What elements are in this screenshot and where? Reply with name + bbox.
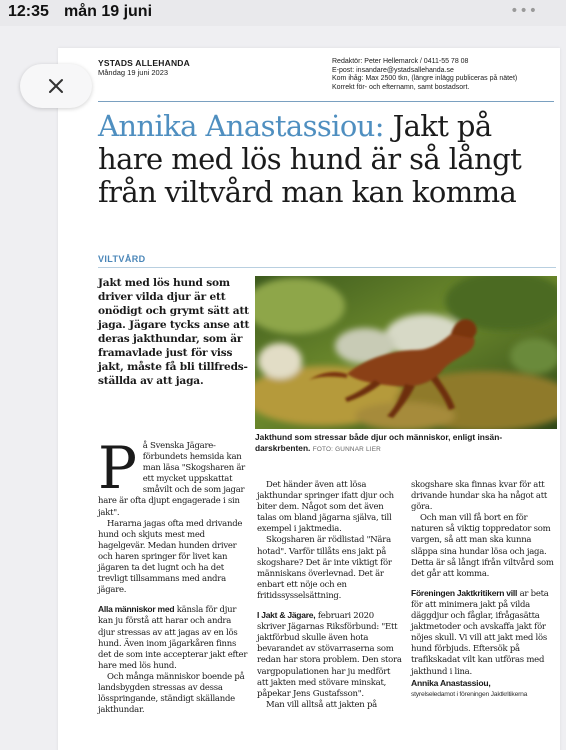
- paragraph: Det händer även att lösa jakthundar springer ifatt djur och biter dem. Något som det även talas om bland jägarna själva, till exempel i jaktmedia.: [257, 480, 394, 535]
- close-icon: [47, 77, 65, 95]
- paper-date: Måndag 19 juni 2023: [98, 68, 169, 77]
- author-title: styrelseledamot i föreningen Jaktkritikerna: [411, 690, 528, 698]
- subhead-lead: Alla människor med: [98, 604, 175, 615]
- article-column-3: [411, 480, 557, 700]
- section-divider: [98, 267, 556, 268]
- hunting-dog-photo: [255, 276, 557, 429]
- paragraph-text: ar beta för att minimera jakt på vilda däggdjur och fåglar, ifrågasätta jaktmetoder och avskaffa jakt för nöjes skull. Vi vill att jakt med lös hund förbjuds. Eftersök på trafikskadat vilt kan utföras med jakthund i lina.: [411, 588, 549, 677]
- article-headline: [98, 110, 556, 209]
- newspaper-page: [58, 48, 560, 750]
- headline-title: Jakt på hare med lös hund är så långt från viltvård man kan komma: [98, 109, 522, 209]
- masthead-divider: [98, 101, 554, 102]
- drop-cap: P: [98, 434, 137, 502]
- photo-credit: FOTO: GUNNAR LIER: [312, 446, 381, 453]
- subhead-lead: Föreningen Jaktkritikern vill: [411, 587, 518, 598]
- paragraph: Hararna jagas ofta med drivande hund och skjuts mest med hagelgevär. Medan hunden driver och haren springer för livet kan jägaren ta det lugnt och ha det trevligt tillsammans med andra jägare.: [98, 518, 243, 596]
- more-dots-icon[interactable]: •••: [510, 3, 538, 19]
- headline-byline: Annika Anastassiou:: [98, 109, 384, 143]
- article-lede: Jakt med lös hund som driver vilda djur är ett onödigt och grymt sätt att jaga. Jägare tycks anse att deras jakthundar, som är framavlade just för viss jakt, måste få bli tillfreds-ställda av att jaga.: [98, 277, 250, 387]
- paragraph: skogshare ska finnas kvar för att drivande hundar ska ha något att göra.: [411, 480, 548, 513]
- paper-name: YSTADS ALLEHANDA: [98, 58, 190, 68]
- status-bar: [0, 0, 566, 26]
- status-time: 12:35: [8, 3, 49, 20]
- paragraph: Och många människor boende på landsbygden stressas av dessa lösspringande, ständigt skällande jakthundar.: [98, 671, 245, 716]
- subhead-lead: I Jakt & Jägare,: [257, 610, 316, 621]
- photo-caption: [255, 432, 555, 455]
- article-column-2: [257, 480, 403, 711]
- paragraph: Skogsharen är rödlistad "Nära hotad". Varför tillåts ens jakt på skogshare? Det är inte viktigt för människans överlevnad. Det är enbart ett nöje och en fritidssysselsättning.: [257, 535, 392, 601]
- section-tag: VILTVÅRD: [98, 254, 146, 264]
- paragraph-text: känsla för djur kan ju förstå att harar och andra djur stressas av att jagas av en lös hund. Även inom jägarkåren finns det de som inte accepterar jakt efter hare med lös hund.: [98, 605, 248, 671]
- paragraph: [98, 604, 250, 672]
- paragraph: [257, 610, 403, 700]
- close-button[interactable]: [20, 64, 92, 108]
- caption-text: Jakthund som stressar både djur och människor, enligt insän-darskrbenten.: [255, 432, 503, 453]
- paragraph-text: februari 2020 skriver Jägarnas Riksförbund: "Ett jaktförbud skulle även hota bevarandet av stövarraserna som redan har stora problem. Den stora vargpopulationen har ju medfört att jakten med stövare minskat, påpekar Jens Gustafsson".: [257, 611, 402, 699]
- contact-line: Korrekt för- och efternamn, samt bostadsort.: [332, 83, 470, 91]
- paragraph: Man vill alltså att jakten på: [266, 699, 377, 710]
- contact-line: E-post: insandare@ystadsallehanda.se: [332, 66, 454, 74]
- editor-contact: [332, 58, 517, 92]
- contact-line: Kom ihåg: Max 2500 tkn, (längre inlägg publiceras på nätet): [332, 75, 518, 83]
- masthead: [98, 58, 190, 77]
- article-column-1: [98, 434, 250, 716]
- paragraph: Och man vill få bort en för naturen så viktig toppredator som vargen, så att man ska kunna släppa sina hundar lösa och jaga. Detta är så långt ifrån viltvård som det går att komma.: [411, 513, 554, 579]
- contact-line: Redaktör: Peter Hellemarck / 0411-55 78 08: [332, 58, 469, 65]
- article-photo: [255, 276, 557, 429]
- paragraph: å Svenska Jägare-förbundets hemsida kan man läsa "Skogsharen är ett mycket uppskattat småvilt och de som jagar hare är ofta djupt engagerade i sin jakt".: [98, 441, 245, 518]
- paragraph: [411, 588, 557, 678]
- author-signature: Annika Anastassiou,: [411, 677, 491, 688]
- document-viewer: [0, 26, 566, 750]
- status-date: mån 19 juni: [64, 3, 153, 20]
